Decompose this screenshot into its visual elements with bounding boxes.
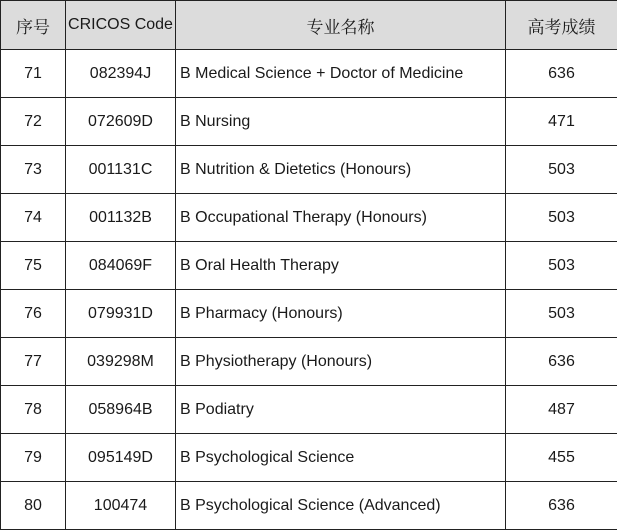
table-row — [1, 194, 617, 242]
row-number: 80 — [1, 482, 66, 530]
table-row — [1, 386, 617, 434]
header-row — [1, 1, 617, 50]
cricos-code: 100474 — [66, 482, 176, 530]
program-name: B Podiatry — [176, 386, 506, 434]
row-number: 77 — [1, 338, 66, 386]
cricos-code: 072609D — [66, 98, 176, 146]
cricos-code: 082394J — [66, 50, 176, 98]
cricos-code: 001131C — [66, 146, 176, 194]
row-number: 78 — [1, 386, 66, 434]
program-name: B Medical Science + Doctor of Medicine — [176, 50, 506, 98]
table-row — [1, 290, 617, 338]
cricos-code: 039298M — [66, 338, 176, 386]
program-name: B Occupational Therapy (Honours) — [176, 194, 506, 242]
cricos-code: 058964B — [66, 386, 176, 434]
cricos-code: 095149D — [66, 434, 176, 482]
row-number: 75 — [1, 242, 66, 290]
table-row — [1, 482, 617, 530]
program-name: B Oral Health Therapy — [176, 242, 506, 290]
table-row — [1, 242, 617, 290]
gaokao-score: 503 — [506, 194, 617, 242]
gaokao-score: 636 — [506, 50, 617, 98]
row-number: 71 — [1, 50, 66, 98]
header-program-name: 专业名称 — [176, 1, 506, 50]
header-serial-number: 序号 — [1, 1, 66, 50]
gaokao-score: 471 — [506, 98, 617, 146]
gaokao-score: 487 — [506, 386, 617, 434]
table-row — [1, 338, 617, 386]
program-name: B Psychological Science — [176, 434, 506, 482]
row-number: 72 — [1, 98, 66, 146]
table-row — [1, 434, 617, 482]
cricos-code: 079931D — [66, 290, 176, 338]
table-row — [1, 50, 617, 98]
gaokao-score: 455 — [506, 434, 617, 482]
gaokao-score: 636 — [506, 482, 617, 530]
program-name: B Nutrition & Dietetics (Honours) — [176, 146, 506, 194]
row-number: 74 — [1, 194, 66, 242]
row-number: 76 — [1, 290, 66, 338]
table-row — [1, 146, 617, 194]
cricos-code: 084069F — [66, 242, 176, 290]
row-number: 79 — [1, 434, 66, 482]
row-number: 73 — [1, 146, 66, 194]
gaokao-score: 503 — [506, 290, 617, 338]
table-row — [1, 98, 617, 146]
gaokao-score: 503 — [506, 146, 617, 194]
cricos-code: 001132B — [66, 194, 176, 242]
program-name: B Pharmacy (Honours) — [176, 290, 506, 338]
program-name: B Psychological Science (Advanced) — [176, 482, 506, 530]
gaokao-score: 503 — [506, 242, 617, 290]
program-name: B Physiotherapy (Honours) — [176, 338, 506, 386]
header-gaokao-score: 高考成绩 — [506, 1, 617, 50]
gaokao-score: 636 — [506, 338, 617, 386]
program-name: B Nursing — [176, 98, 506, 146]
header-cricos-code: CRICOS Code — [66, 1, 176, 50]
